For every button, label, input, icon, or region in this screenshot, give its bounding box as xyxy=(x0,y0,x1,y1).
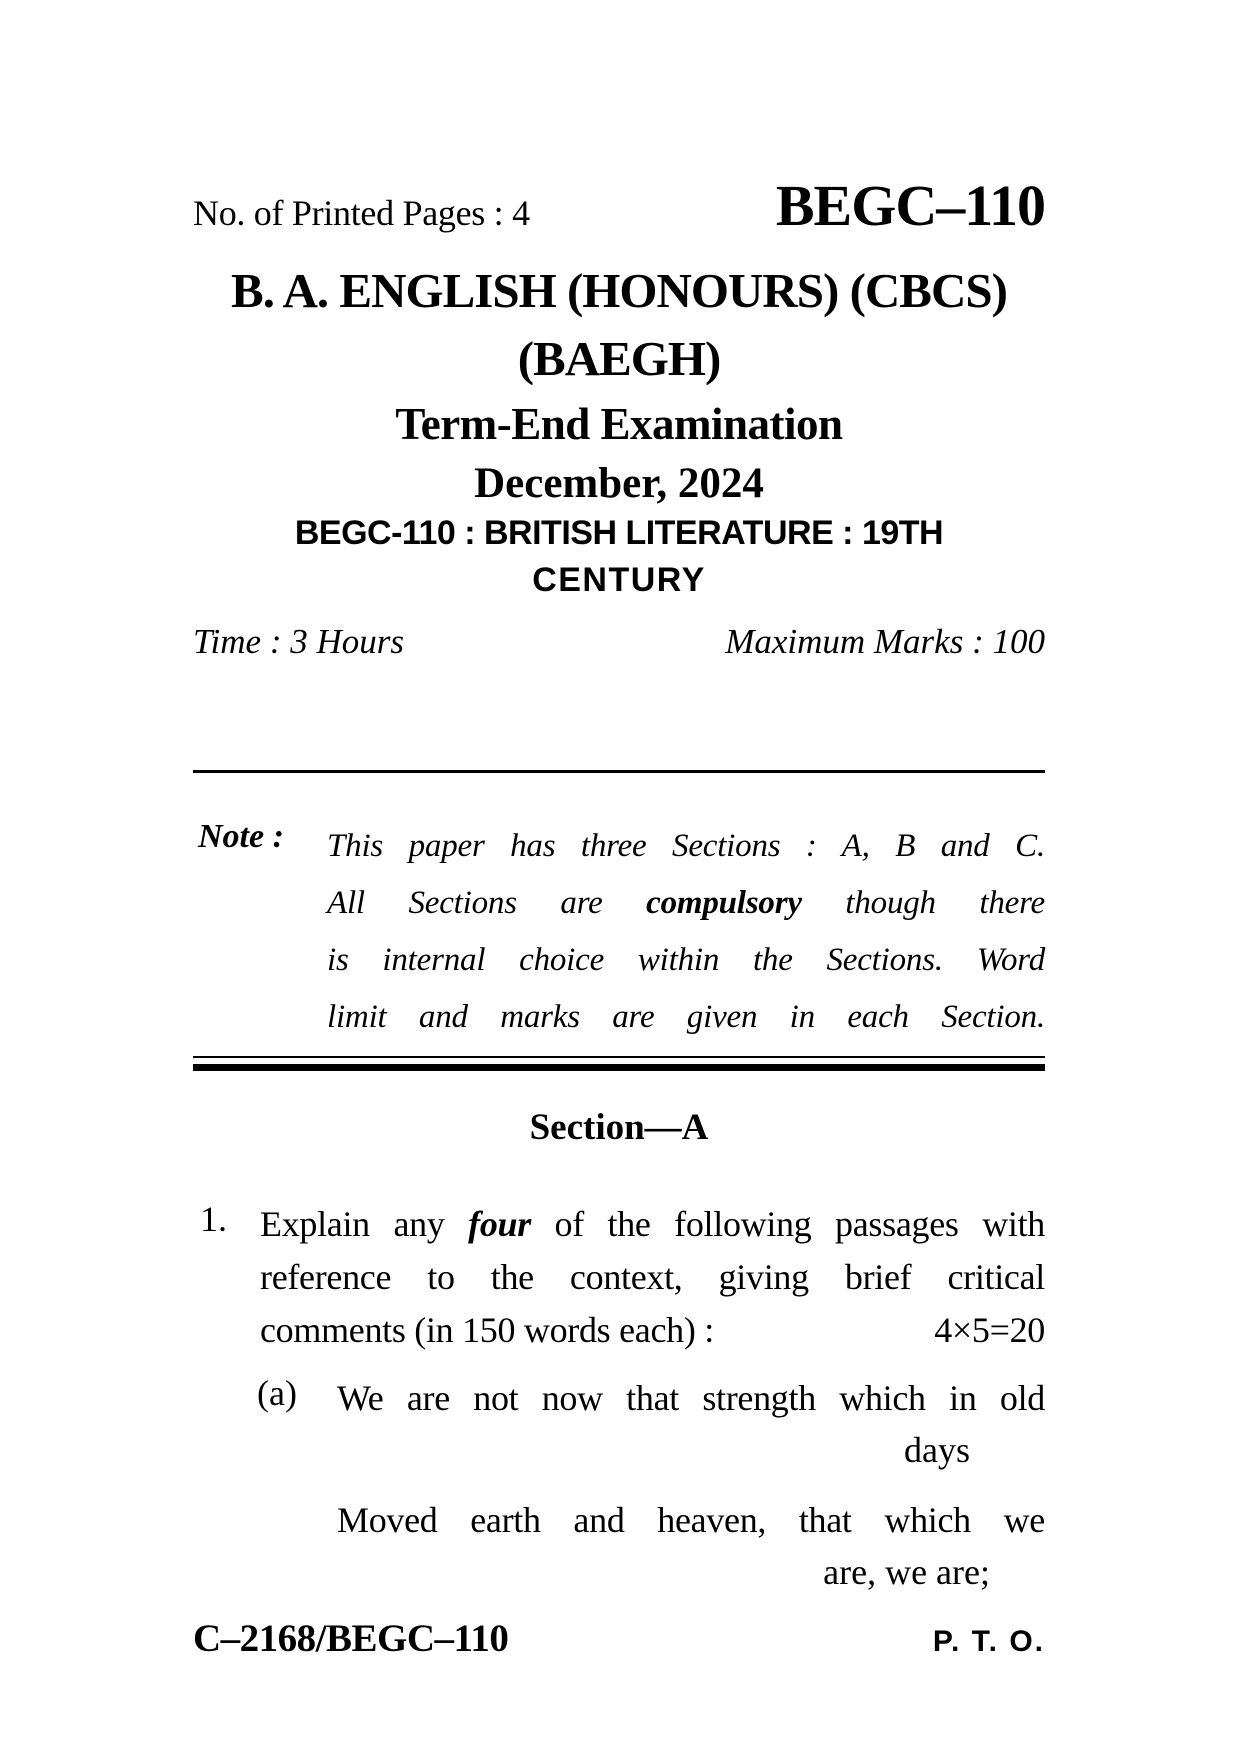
note-label: Note : xyxy=(198,818,284,855)
pto-note: P. T. O. xyxy=(932,1625,1045,1658)
question-line: Explain any four of the following passages with xyxy=(260,1204,1045,1244)
horizontal-rule xyxy=(193,770,1045,773)
double-rule-thin xyxy=(193,1056,1045,1058)
marks-allocation: 4×5=20 xyxy=(934,1310,1045,1350)
note-line: is internal choice within the Sections. Word xyxy=(327,942,1045,978)
question-line-with-marks xyxy=(260,1304,1045,1357)
question-bold-word: four xyxy=(468,1204,531,1244)
verse-gap xyxy=(337,1476,1045,1494)
note-bold-word: compulsory xyxy=(646,885,802,921)
exam-date: December, 2024 xyxy=(474,460,764,507)
passage-a-text xyxy=(337,1372,1045,1598)
section-a-heading: Section—A xyxy=(529,1107,709,1148)
question-1-text xyxy=(260,1198,1045,1357)
course-code-header: BEGC–110 xyxy=(775,173,1045,238)
time-marks-row xyxy=(193,622,1045,662)
verse-line-runover: days xyxy=(904,1430,970,1470)
passage-a-label: (a) xyxy=(257,1373,297,1413)
page-footer xyxy=(193,1616,1045,1661)
question-line: reference to the context, giving brief critical xyxy=(260,1257,1045,1297)
verse-line: Moved earth and heaven, that which we xyxy=(337,1500,1045,1540)
note-line: All Sections are compulsory though there xyxy=(327,885,1045,921)
double-rule-thick xyxy=(193,1064,1045,1071)
question-1 xyxy=(193,1198,1045,1357)
passage-a xyxy=(193,1372,1045,1598)
note-block xyxy=(193,818,1045,1046)
verse-line: We are not now that strength which in old xyxy=(337,1378,1045,1418)
programme-title-line1: B. A. ENGLISH (HONOURS) (CBCS) xyxy=(231,263,1007,318)
word-limit: 150 xyxy=(462,1310,516,1350)
printed-pages-note: No. of Printed Pages : 4 xyxy=(193,193,530,233)
course-title-line2: CENTURY xyxy=(532,561,706,599)
course-title-line1: BEGC-110 : BRITISH LITERATURE : 19TH xyxy=(294,514,944,552)
note-line: limit and marks are given in each Section. xyxy=(327,999,1045,1035)
verse-line-runover: are, we are; xyxy=(823,1552,990,1592)
time-allowed: Time : 3 Hours xyxy=(193,622,404,661)
page-header xyxy=(193,172,1045,239)
note-text xyxy=(327,818,1045,1046)
programme-title-line2: (BAEGH) xyxy=(517,331,721,386)
exam-name: Term-End Examination xyxy=(395,399,843,449)
question-line-left: comments (in 150 words each) : xyxy=(260,1310,714,1350)
maximum-marks: Maximum Marks : 100 xyxy=(725,622,1045,661)
question-number: 1. xyxy=(200,1199,227,1239)
paper-code-footer: C–2168/BEGC–110 xyxy=(193,1617,509,1660)
note-line: This paper has three Sections : A, B and C. xyxy=(327,828,1045,864)
